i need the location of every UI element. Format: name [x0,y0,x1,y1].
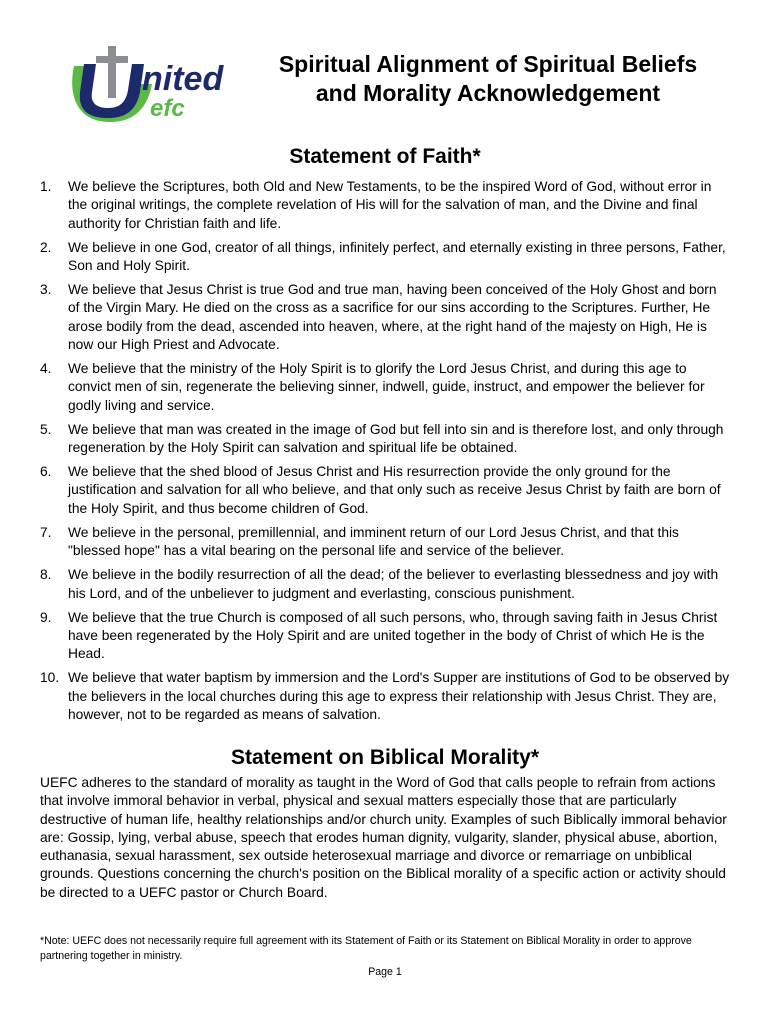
faith-item [40,281,730,354]
logo-cross-horizontal [96,56,128,63]
faith-item-number: 10. [40,670,60,686]
title-line-1: Spiritual Alignment of Spiritual Beliefs [278,51,698,77]
page-number: Page 1 [368,966,402,978]
faith-item-number: 5. [40,421,52,437]
faith-item [40,178,730,233]
statement-of-faith-heading: Statement of Faith* [289,145,481,168]
footnote: *Note: UEFC does not necessarily require full agreement with its Statement of Faith or its Statement on Biblical Morality in order to approve partnering together in ministry. [40,935,692,962]
biblical-morality-heading: Statement on Biblical Morality* [230,746,540,769]
faith-item-text: We believe in the bodily resurrection of all the dead; of the believer to everlasting blessedness and joy with his Lord, and of the unbeliever to judgment and everlasting, conscious punishment. [68,567,719,601]
faith-item-number: 7. [40,524,52,540]
faith-item [40,463,730,518]
faith-item [40,421,730,458]
faith-item-text: We believe in one God, creator of all things, infinitely perfect, and eternally existing in three persons, Father, Son and Holy Spirit. [68,239,726,273]
title-line-2: and Morality Acknowledgement [315,80,661,106]
faith-item [40,669,730,724]
logo-text-efc: efc [150,95,185,122]
biblical-morality-paragraph: UEFC adheres to the standard of morality as taught in the Word of God that calls people to refrain from actions that involve immoral behavior in verbal, physical and sexual matters especially those that are particularly destructive of human life, healthy relationships and/or church unity. Examples of such Biblically immoral behavior are: Gossip, lying, verbal abuse, speech that erodes human dignity, vulgarity, slander, physical abuse, abortion, euthanasia, sexual harassment, sex outside heterosexual marriage and divorce or remarriage on unbiblical grounds. Questions concerning the church's position on the Biblical morality of a specific action or activity should be directed to a UEFC pastor or Church Board. [40,775,727,900]
faith-item-number: 8. [40,567,52,583]
logo-cross-vertical [108,46,116,98]
faith-item-text: We believe that the ministry of the Holy Spirit is to glorify the Lord Jesus Christ, and during this age to convict men of sin, regenerate the believing sinner, indwell, guide, instruct, and empower the believer for godly living and service. [68,361,705,413]
faith-item-text: We believe that man was created in the image of God but fell into sin and is therefore lost, and only through regeneration by the Holy Spirit can salvation and spiritual life be obtained. [68,421,724,456]
faith-item-number: 2. [40,239,52,255]
faith-item-text: We believe that the shed blood of Jesus Christ and His resurrection provide the only ground for the justification and salvation for all who believe, and that only such as receive Jesus Christ by faith are born of the Holy Spirit, and thus become children of God. [68,464,721,516]
united-efc-logo [66,44,238,128]
faith-item-text: We believe in the personal, premillennial, and imminent return of our Lord Jesus Christ, and that this "blessed hope" has a vital bearing on the personal life and service of the believer. [68,524,679,559]
faith-list [40,178,730,730]
faith-item-text: We believe that Jesus Christ is true God and true man, having been conceived of the Holy Ghost and born of the Virgin Mary. He died on the cross as a sacrifice for our sins according to the Scriptures. Further, He arose bodily from the dead, ascended into heaven, where, at the right hand of the majesty on High, He is now our High Priest and Advocate. [68,282,717,352]
faith-item [40,566,730,603]
faith-item [40,609,730,664]
faith-item-number: 1. [40,179,52,194]
faith-item-number: 3. [40,282,52,298]
faith-item-number: 4. [40,361,52,377]
document-title [248,50,728,108]
faith-item-text: We believe that water baptism by immersion and the Lord's Supper are institutions of God to be observed by the believers in the local churches during this age to express their relationship with Jesus Christ. They are, however, not to be regarded as means of salvation. [68,670,730,722]
faith-item [40,239,730,276]
faith-item-number: 6. [40,464,52,480]
faith-item [40,524,730,561]
logo-graphic [66,44,238,128]
faith-item-number: 9. [40,609,52,625]
faith-item [40,360,730,415]
faith-item-text: We believe that the true Church is composed of all such persons, who, through saving faith in Jesus Christ have been regenerated by the Holy Spirit and are united together in the body of Christ of which He is the Head. [68,609,718,662]
logo-text-nited: nited [142,60,224,98]
faith-item-text: We believe the Scriptures, both Old and New Testaments, to be the inspired Word of God, without error in the original writings, the complete revelation of His will for the salvation of man, and the Divine and final authority for Christian faith and life. [68,179,712,231]
